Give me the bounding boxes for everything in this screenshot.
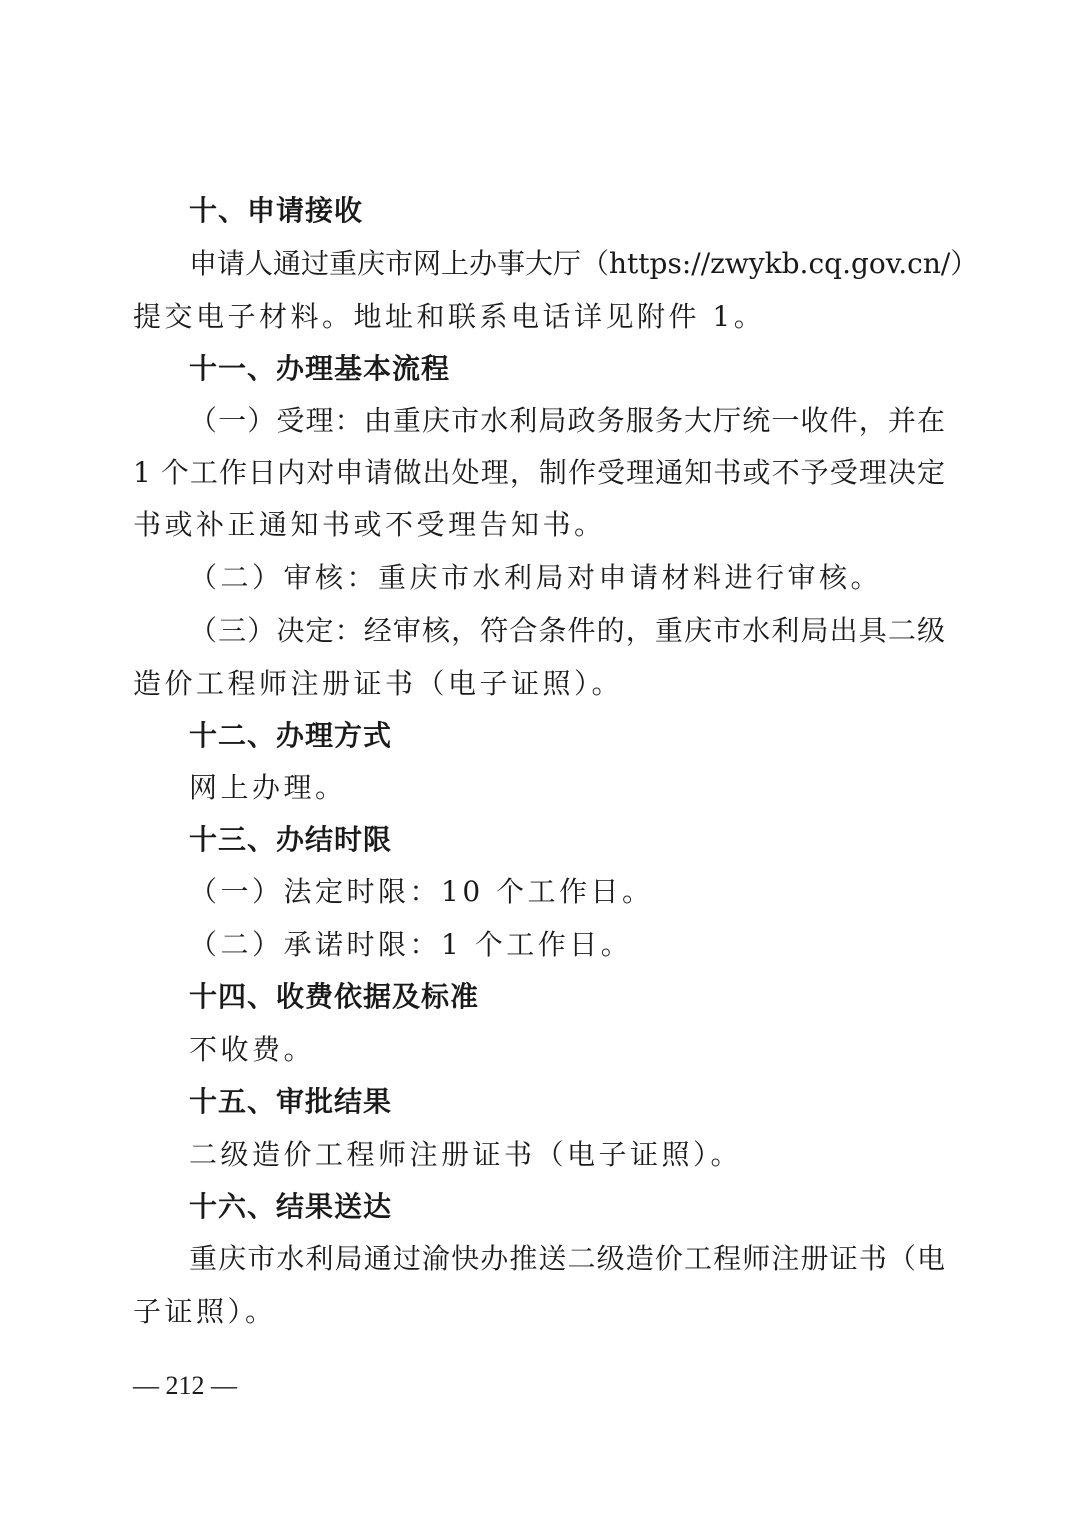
- section-11-item-3-line-1: （三）决定：经审核，符合条件的，重庆市水利局出具二级: [189, 614, 945, 647]
- page-number: — 212 —: [133, 1371, 237, 1400]
- section-13-item-1: （一）法定时限：10 个工作日。: [189, 875, 654, 908]
- section-14-paragraph: 不收费。: [189, 1033, 316, 1066]
- section-15-heading: 十五、审批结果: [189, 1085, 393, 1118]
- section-11-item-1-line-1: （一）受理：由重庆市水利局政务服务大厅统一收件，并在: [189, 404, 945, 437]
- section-13-heading: 十三、办结时限: [189, 823, 393, 856]
- section-11-heading: 十一、办理基本流程: [189, 352, 451, 385]
- section-10-heading: 十、申请接收: [189, 194, 364, 227]
- section-10-paragraph-line-1: 申请人通过重庆市网上办事大厅（https://zwykb.cq.gov.cn/）: [189, 247, 979, 280]
- section-16-heading: 十六、结果送达: [189, 1190, 393, 1223]
- section-11-item-3-line-2: 造价工程师注册证书（电子证照）。: [133, 667, 624, 700]
- section-15-paragraph: 二级造价工程师注册证书（电子证照）。: [189, 1138, 743, 1171]
- section-11-item-2: （二）审核：重庆市水利局对申请材料进行审核。: [189, 561, 883, 594]
- section-16-paragraph-line-1: 重庆市水利局通过渝快办推送二级造价工程师注册证书（电: [189, 1242, 945, 1275]
- section-11-item-1-line-2: 1 个工作日内对申请做出处理，制作受理通知书或不予受理决定: [133, 456, 945, 489]
- section-11-item-1-line-3: 书或补正通知书或不受理告知书。: [133, 508, 606, 541]
- section-14-heading: 十四、收费依据及标准: [189, 980, 480, 1013]
- section-13-item-2: （二）承诺时限：1 个工作日。: [189, 928, 633, 961]
- section-10-paragraph-line-2: 提交电子材料。地址和联系电话详见附件 1。: [133, 300, 766, 333]
- section-12-heading: 十二、办理方式: [189, 719, 393, 752]
- section-12-paragraph: 网上办理。: [189, 771, 347, 804]
- section-16-paragraph-line-2: 子证照）。: [133, 1295, 277, 1328]
